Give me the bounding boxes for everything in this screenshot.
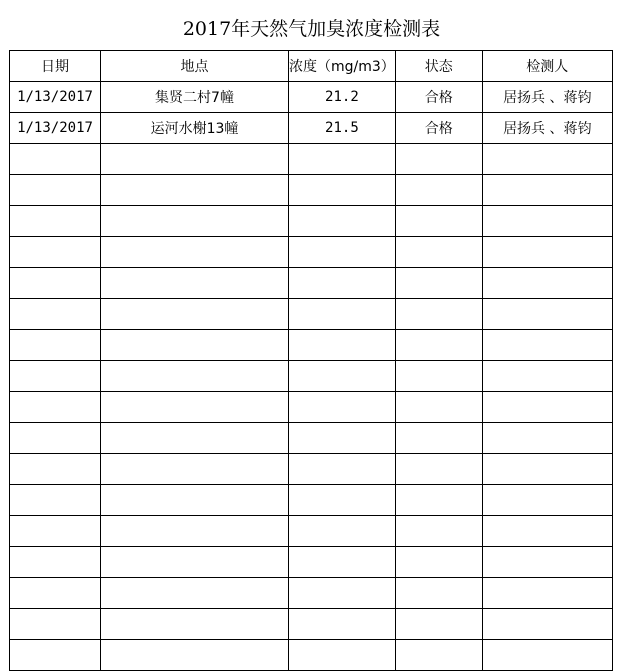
cell-date: 1/13/2017 (10, 113, 101, 144)
cell-inspector (482, 516, 612, 547)
empty-row (10, 144, 613, 175)
cell-concentration: 21.2 (289, 82, 396, 113)
empty-row (10, 578, 613, 609)
cell-concentration (289, 640, 396, 671)
cell-inspector (482, 361, 612, 392)
empty-row (10, 206, 613, 237)
cell-inspector (482, 144, 612, 175)
cell-location (101, 609, 289, 640)
cell-concentration (289, 516, 396, 547)
cell-date (10, 609, 101, 640)
header-location: 地点 (101, 51, 289, 82)
header-inspector: 检测人 (482, 51, 612, 82)
cell-location (101, 392, 289, 423)
cell-date (10, 640, 101, 671)
cell-date (10, 578, 101, 609)
cell-location (101, 330, 289, 361)
cell-date (10, 237, 101, 268)
sheet-title: 2017年天然气加臭浓度检测表 (182, 18, 441, 40)
cell-inspector (482, 423, 612, 454)
empty-row (10, 175, 613, 206)
cell-location (101, 640, 289, 671)
cell-concentration: 21.5 (289, 113, 396, 144)
empty-row (10, 547, 613, 578)
cell-inspector (482, 330, 612, 361)
cell-status (395, 175, 482, 206)
cell-inspector (482, 640, 612, 671)
cell-location (101, 206, 289, 237)
cell-location (101, 361, 289, 392)
cell-date (10, 392, 101, 423)
cell-status (395, 578, 482, 609)
cell-status (395, 144, 482, 175)
cell-concentration (289, 330, 396, 361)
cell-status (395, 299, 482, 330)
cell-concentration (289, 485, 396, 516)
cell-concentration (289, 454, 396, 485)
cell-status (395, 206, 482, 237)
cell-date: 1/13/2017 (10, 82, 101, 113)
empty-row (10, 516, 613, 547)
cell-concentration (289, 361, 396, 392)
cell-status (395, 237, 482, 268)
empty-row (10, 361, 613, 392)
cell-location (101, 237, 289, 268)
cell-inspector (482, 299, 612, 330)
cell-status: 合格 (395, 82, 482, 113)
cell-concentration (289, 175, 396, 206)
cell-date (10, 175, 101, 206)
cell-location (101, 423, 289, 454)
cell-inspector: 居扬兵 、蒋钧 (482, 82, 612, 113)
cell-concentration (289, 268, 396, 299)
cell-inspector (482, 485, 612, 516)
cell-status (395, 423, 482, 454)
cell-location (101, 175, 289, 206)
cell-status: 合格 (395, 113, 482, 144)
table-row (10, 82, 613, 113)
empty-row (10, 454, 613, 485)
cell-concentration (289, 547, 396, 578)
cell-inspector (482, 609, 612, 640)
cell-status (395, 268, 482, 299)
cell-location: 集贤二村7幢 (101, 82, 289, 113)
table-row (10, 113, 613, 144)
cell-status (395, 361, 482, 392)
empty-row (10, 640, 613, 671)
cell-date (10, 361, 101, 392)
cell-date (10, 547, 101, 578)
cell-inspector (482, 175, 612, 206)
cell-concentration (289, 206, 396, 237)
cell-inspector (482, 547, 612, 578)
cell-date (10, 516, 101, 547)
cell-date (10, 454, 101, 485)
empty-row (10, 268, 613, 299)
empty-row (10, 237, 613, 268)
cell-date (10, 485, 101, 516)
cell-status (395, 609, 482, 640)
cell-location (101, 144, 289, 175)
cell-status (395, 454, 482, 485)
cell-inspector: 居扬兵 、蒋钧 (482, 113, 612, 144)
cell-location (101, 299, 289, 330)
detection-table (9, 50, 613, 671)
cell-concentration (289, 578, 396, 609)
empty-row (10, 423, 613, 454)
cell-location (101, 547, 289, 578)
empty-row (10, 609, 613, 640)
cell-location (101, 268, 289, 299)
empty-row (10, 485, 613, 516)
cell-concentration (289, 237, 396, 268)
empty-row (10, 299, 613, 330)
cell-date (10, 423, 101, 454)
cell-location: 运河水榭13幢 (101, 113, 289, 144)
cell-date (10, 299, 101, 330)
cell-status (395, 392, 482, 423)
header-status: 状态 (395, 51, 482, 82)
cell-concentration (289, 609, 396, 640)
cell-inspector (482, 392, 612, 423)
cell-inspector (482, 206, 612, 237)
cell-status (395, 516, 482, 547)
cell-date (10, 144, 101, 175)
cell-inspector (482, 237, 612, 268)
header-date: 日期 (10, 51, 101, 82)
empty-row (10, 330, 613, 361)
cell-inspector (482, 268, 612, 299)
cell-concentration (289, 299, 396, 330)
cell-location (101, 578, 289, 609)
cell-date (10, 206, 101, 237)
header-concentration: 浓度（mg/m3） (289, 51, 396, 82)
header-row (10, 51, 613, 82)
cell-status (395, 547, 482, 578)
empty-row (10, 392, 613, 423)
cell-status (395, 330, 482, 361)
cell-location (101, 516, 289, 547)
cell-status (395, 485, 482, 516)
cell-date (10, 330, 101, 361)
cell-concentration (289, 423, 396, 454)
cell-inspector (482, 578, 612, 609)
cell-inspector (482, 454, 612, 485)
cell-status (395, 640, 482, 671)
cell-location (101, 454, 289, 485)
cell-location (101, 485, 289, 516)
cell-concentration (289, 144, 396, 175)
cell-date (10, 268, 101, 299)
cell-concentration (289, 392, 396, 423)
